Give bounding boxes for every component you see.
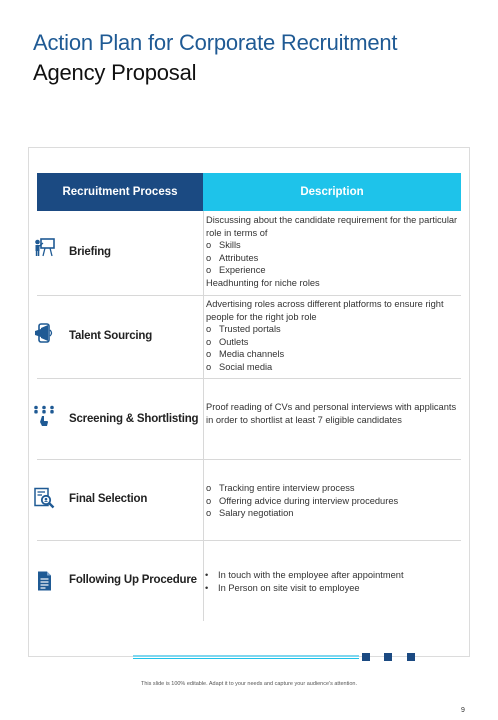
description-intro: Advertising roles across different platforms to ensure right people for the right job role <box>206 299 444 322</box>
list-item: o Media channels <box>206 349 285 360</box>
list-item: o Salary negotiation <box>206 508 294 519</box>
description-screening <box>206 401 458 426</box>
presentation-icon <box>33 236 55 258</box>
description-outro: Headhunting for niche roles <box>206 277 320 288</box>
list-item: o Social media <box>206 361 273 372</box>
list-item: • In touch with the employee after appointment <box>205 570 404 580</box>
page-title-line1: Action Plan for Corporate Recruitment <box>33 30 398 55</box>
process-label-screening: Screening & Shortlisting <box>69 413 199 425</box>
list-item: o Outlets <box>206 336 249 347</box>
process-label-briefing: Briefing <box>69 246 111 258</box>
footer-note: This slide is 100% editable. Adapt it to your needs and capture your audience's attention. <box>141 681 357 687</box>
row-divider <box>37 295 461 296</box>
description-talent-sourcing <box>206 298 458 374</box>
row-divider <box>37 540 461 541</box>
process-label-following-up: Following Up Procedure <box>69 574 197 586</box>
description-final-selection <box>206 482 458 520</box>
list-item: o Skills <box>206 240 241 251</box>
page-title-line2: Agency Proposal <box>33 60 197 85</box>
list-item: o Offering advice during interview procedures <box>206 495 399 506</box>
description-briefing <box>206 214 458 290</box>
megaphone-icon <box>33 322 55 344</box>
header-description: Description <box>203 173 461 211</box>
footer-square <box>362 653 370 661</box>
document-icon <box>33 570 55 592</box>
row-divider <box>37 459 461 460</box>
list-item: • In Person on site visit to employee <box>205 582 360 593</box>
list-item: o Experience <box>206 265 266 276</box>
description-following-up <box>205 569 457 594</box>
process-label-final-selection: Final Selection <box>69 493 148 505</box>
team-selection-icon <box>33 404 55 426</box>
list-item: o Trusted portals <box>206 324 281 335</box>
footer-accent-line <box>133 655 359 657</box>
column-divider <box>203 211 204 621</box>
footer-square <box>407 653 415 661</box>
process-label-talent-sourcing: Talent Sourcing <box>69 330 153 342</box>
header-recruitment-process: Recruitment Process <box>37 173 203 211</box>
row-divider <box>37 378 461 379</box>
candidate-search-icon <box>33 487 55 509</box>
footer-accent-line <box>133 658 359 659</box>
page-number: 9 <box>461 707 465 714</box>
description-intro: Discussing about the candidate requirement for the particular role in terms of <box>206 215 458 238</box>
list-item: o Attributes <box>206 252 259 263</box>
description-intro: Proof reading of CVs and personal interviews with applicants in order to shortlist at least 7 eligible candidates <box>206 402 457 425</box>
footer-square <box>384 653 392 661</box>
list-item: o Tracking entire interview process <box>206 483 355 493</box>
